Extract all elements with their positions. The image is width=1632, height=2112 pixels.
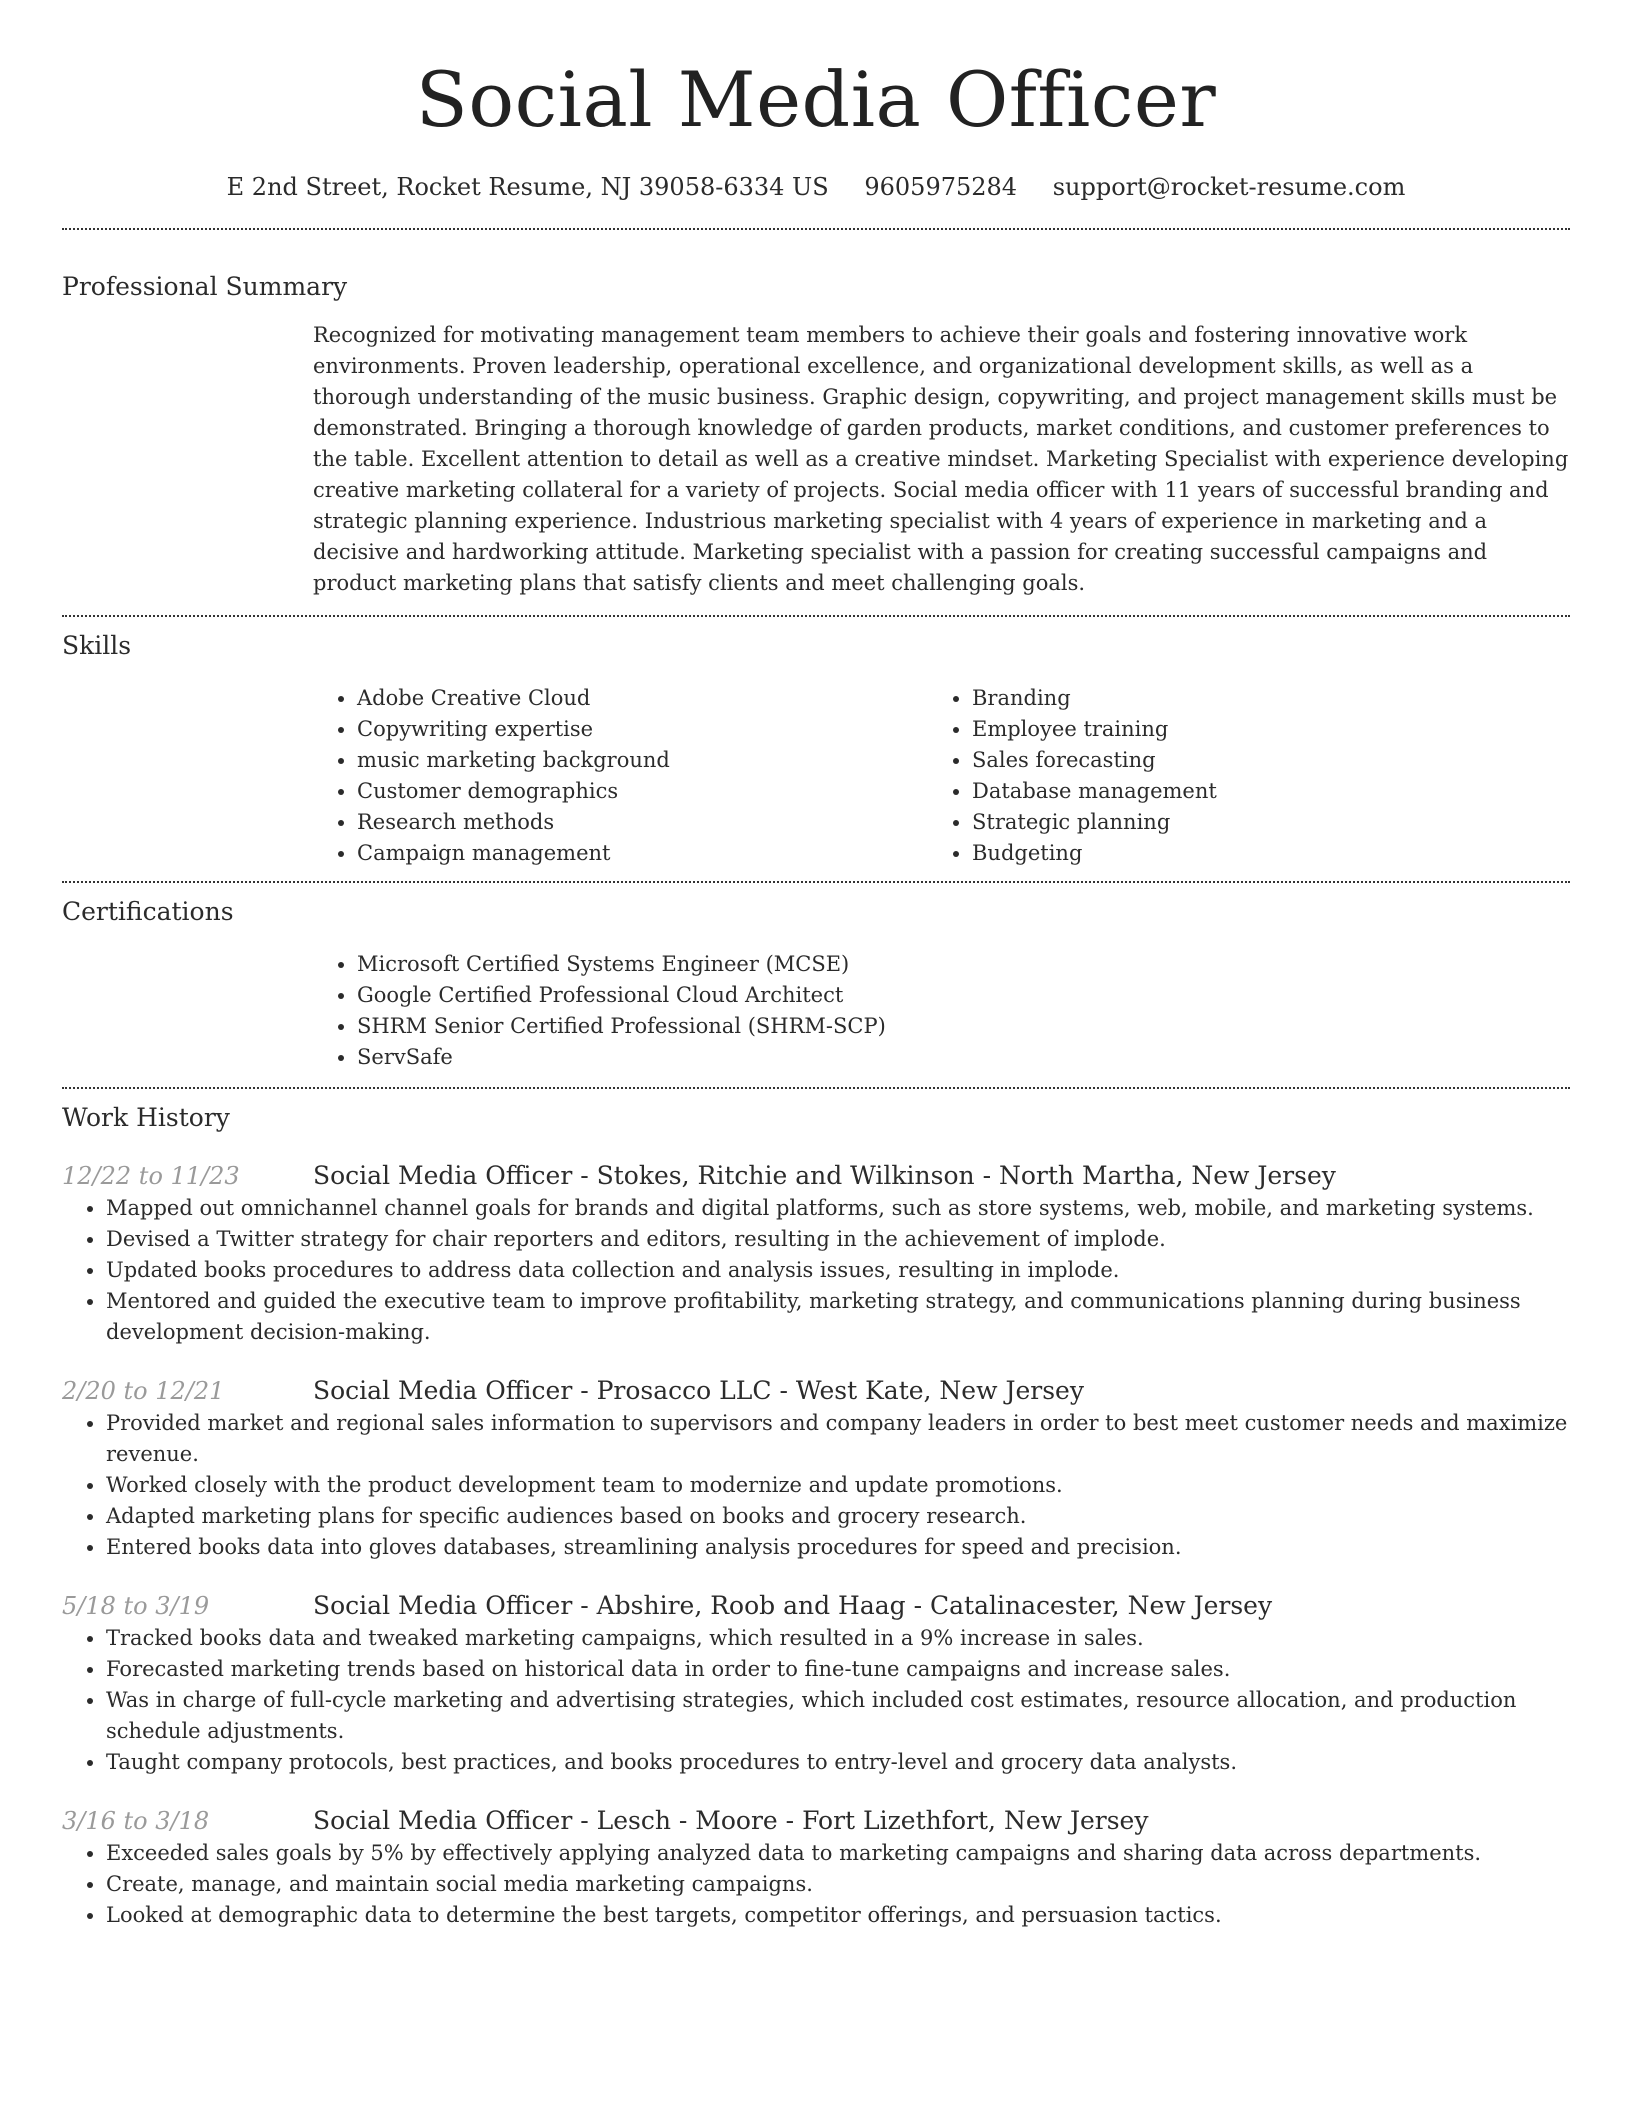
skill-item: • music marketing background xyxy=(357,745,928,776)
skill-item: • Campaign management xyxy=(357,838,928,869)
job-bullet: • Exceeded sales goals by 5% by effectively applying analyzed data to marketing campaigns and sharing data across departments. xyxy=(106,1838,1570,1869)
skills-section xyxy=(62,629,1570,869)
job-title: Social Media Officer - Abshire, Roob and Haag - Catalinacester, New Jersey xyxy=(313,1591,1273,1620)
section-divider xyxy=(62,881,1570,883)
professional-summary-section xyxy=(62,270,1570,599)
job-bullet: • Forecasted marketing trends based on historical data in order to fine-tune campaigns and increase sales. xyxy=(106,1654,1570,1685)
job-bullet: • Create, manage, and maintain social media marketing campaigns. xyxy=(106,1869,1570,1900)
skill-item: • Research methods xyxy=(357,807,928,838)
contact-email: support@rocket-resume.com xyxy=(1052,173,1406,201)
job-dates: 12/22 to 11/23 xyxy=(62,1162,240,1190)
skills-column-right xyxy=(928,683,1543,869)
skills-list-right xyxy=(928,683,1543,869)
contact-address: E 2nd Street, Rocket Resume, NJ 39058-6334 US xyxy=(226,173,829,201)
header-divider xyxy=(62,228,1570,230)
job-entry xyxy=(62,1159,1570,1348)
skill-item: • Copywriting expertise xyxy=(357,714,928,745)
job-bullet: • Tracked books data and tweaked marketing campaigns, which resulted in a 9% increase in sales. xyxy=(106,1623,1570,1654)
certification-item: • Microsoft Certified Systems Engineer (MCSE) xyxy=(357,949,1570,980)
skill-item: • Employee training xyxy=(972,714,1543,745)
job-bullet: • Adapted marketing plans for specific audiences based on books and grocery research. xyxy=(106,1501,1570,1532)
job-bullet: • Provided market and regional sales information to supervisors and company leaders in order to best meet customer needs and maximize revenue. xyxy=(106,1408,1570,1470)
section-title-summary: Professional Summary xyxy=(62,272,348,301)
job-bullet: • Entered books data into gloves databases, streamlining analysis procedures for speed and precision. xyxy=(106,1532,1570,1563)
job-bullet: • Taught company protocols, best practices, and books procedures to entry-level and grocery data analysts. xyxy=(106,1747,1570,1778)
section-title-skills: Skills xyxy=(62,631,132,660)
job-entry xyxy=(62,1589,1570,1778)
job-bullets xyxy=(62,1838,1570,1931)
summary-text: Recognized for motivating management team members to achieve their goals and fostering innovative work environments. Proven leadership, operational excellence, and organizational development skills, as well as a thorough understanding of the music business. Graphic design, copywriting, and project management skills must be demonstrated. Bringing a thorough knowledge of garden products, market conditions, and customer preferences to the table. Excellent attention to detail as well as a creative mindset. Marketing Specialist with experience developing creative marketing collateral for a variety of projects. Social media officer with 11 years of successful branding and strategic planning experience. Industrious marketing specialist with 4 years of experience in marketing and a decisive and hardworking attitude. Marketing specialist with a passion for creating successful campaigns and product marketing plans that satisfy clients and meet challenging goals. xyxy=(313,323,1569,595)
job-bullet: • Worked closely with the product development team to modernize and update promotions. xyxy=(106,1470,1570,1501)
skill-item: • Branding xyxy=(972,683,1543,714)
job-dates: 5/18 to 3/19 xyxy=(62,1592,210,1620)
job-title: Social Media Officer - Lesch - Moore - Fort Lizethfort, New Jersey xyxy=(313,1806,1149,1835)
job-title: Social Media Officer - Stokes, Ritchie and Wilkinson - North Martha, New Jersey xyxy=(313,1161,1336,1190)
skill-item: • Adobe Creative Cloud xyxy=(357,683,928,714)
certification-item: • SHRM Senior Certified Professional (SHRM-SCP) xyxy=(357,1011,1570,1042)
job-dates: 2/20 to 12/21 xyxy=(62,1377,225,1405)
certifications-bullets xyxy=(313,949,1570,1073)
job-title: Social Media Officer - Prosacco LLC - West Kate, New Jersey xyxy=(313,1376,1084,1405)
job-bullet: • Mentored and guided the executive team to improve profitability, marketing strategy, and communications planning during business development decision-making. xyxy=(106,1286,1570,1348)
contact-phone: 9605975284 xyxy=(864,173,1018,201)
job-bullets xyxy=(62,1193,1570,1348)
job-entry xyxy=(62,1804,1570,1931)
skills-list-left xyxy=(313,683,928,869)
skill-item: • Sales forecasting xyxy=(972,745,1543,776)
job-bullet: • Devised a Twitter strategy for chair reporters and editors, resulting in the achievement of implode. xyxy=(106,1224,1570,1255)
job-bullets xyxy=(62,1623,1570,1778)
section-divider xyxy=(62,1087,1570,1089)
section-title-certifications: Certifications xyxy=(62,897,234,926)
skill-item: • Strategic planning xyxy=(972,807,1543,838)
section-divider xyxy=(62,615,1570,617)
certification-item: • ServSafe xyxy=(357,1042,1570,1073)
skill-item: • Customer demographics xyxy=(357,776,928,807)
certifications-section xyxy=(62,895,1570,1073)
section-title-work-history: Work History xyxy=(62,1103,230,1132)
job-bullet: • Updated books procedures to address data collection and analysis issues, resulting in implode. xyxy=(106,1255,1570,1286)
certifications-list xyxy=(313,949,1570,1073)
candidate-name: Social Media Officer xyxy=(415,55,1217,144)
job-bullet: • Looked at demographic data to determine the best targets, competitor offerings, and persuasion tactics. xyxy=(106,1900,1570,1931)
skills-column-left xyxy=(313,683,928,869)
job-bullet: • Was in charge of full-cycle marketing and advertising strategies, which included cost estimates, resource allocation, and production schedule adjustments. xyxy=(106,1685,1570,1747)
job-bullets xyxy=(62,1408,1570,1563)
skill-item: • Budgeting xyxy=(972,838,1543,869)
skill-item: • Database management xyxy=(972,776,1543,807)
work-history-section xyxy=(62,1101,1570,1931)
contact-line xyxy=(62,170,1570,204)
job-entry xyxy=(62,1374,1570,1563)
skills-grid xyxy=(313,683,1570,869)
certification-item: • Google Certified Professional Cloud Architect xyxy=(357,980,1570,1011)
job-bullet: • Mapped out omnichannel channel goals for brands and digital platforms, such as store systems, web, mobile, and marketing systems. xyxy=(106,1193,1570,1224)
job-dates: 3/16 to 3/18 xyxy=(62,1807,210,1835)
